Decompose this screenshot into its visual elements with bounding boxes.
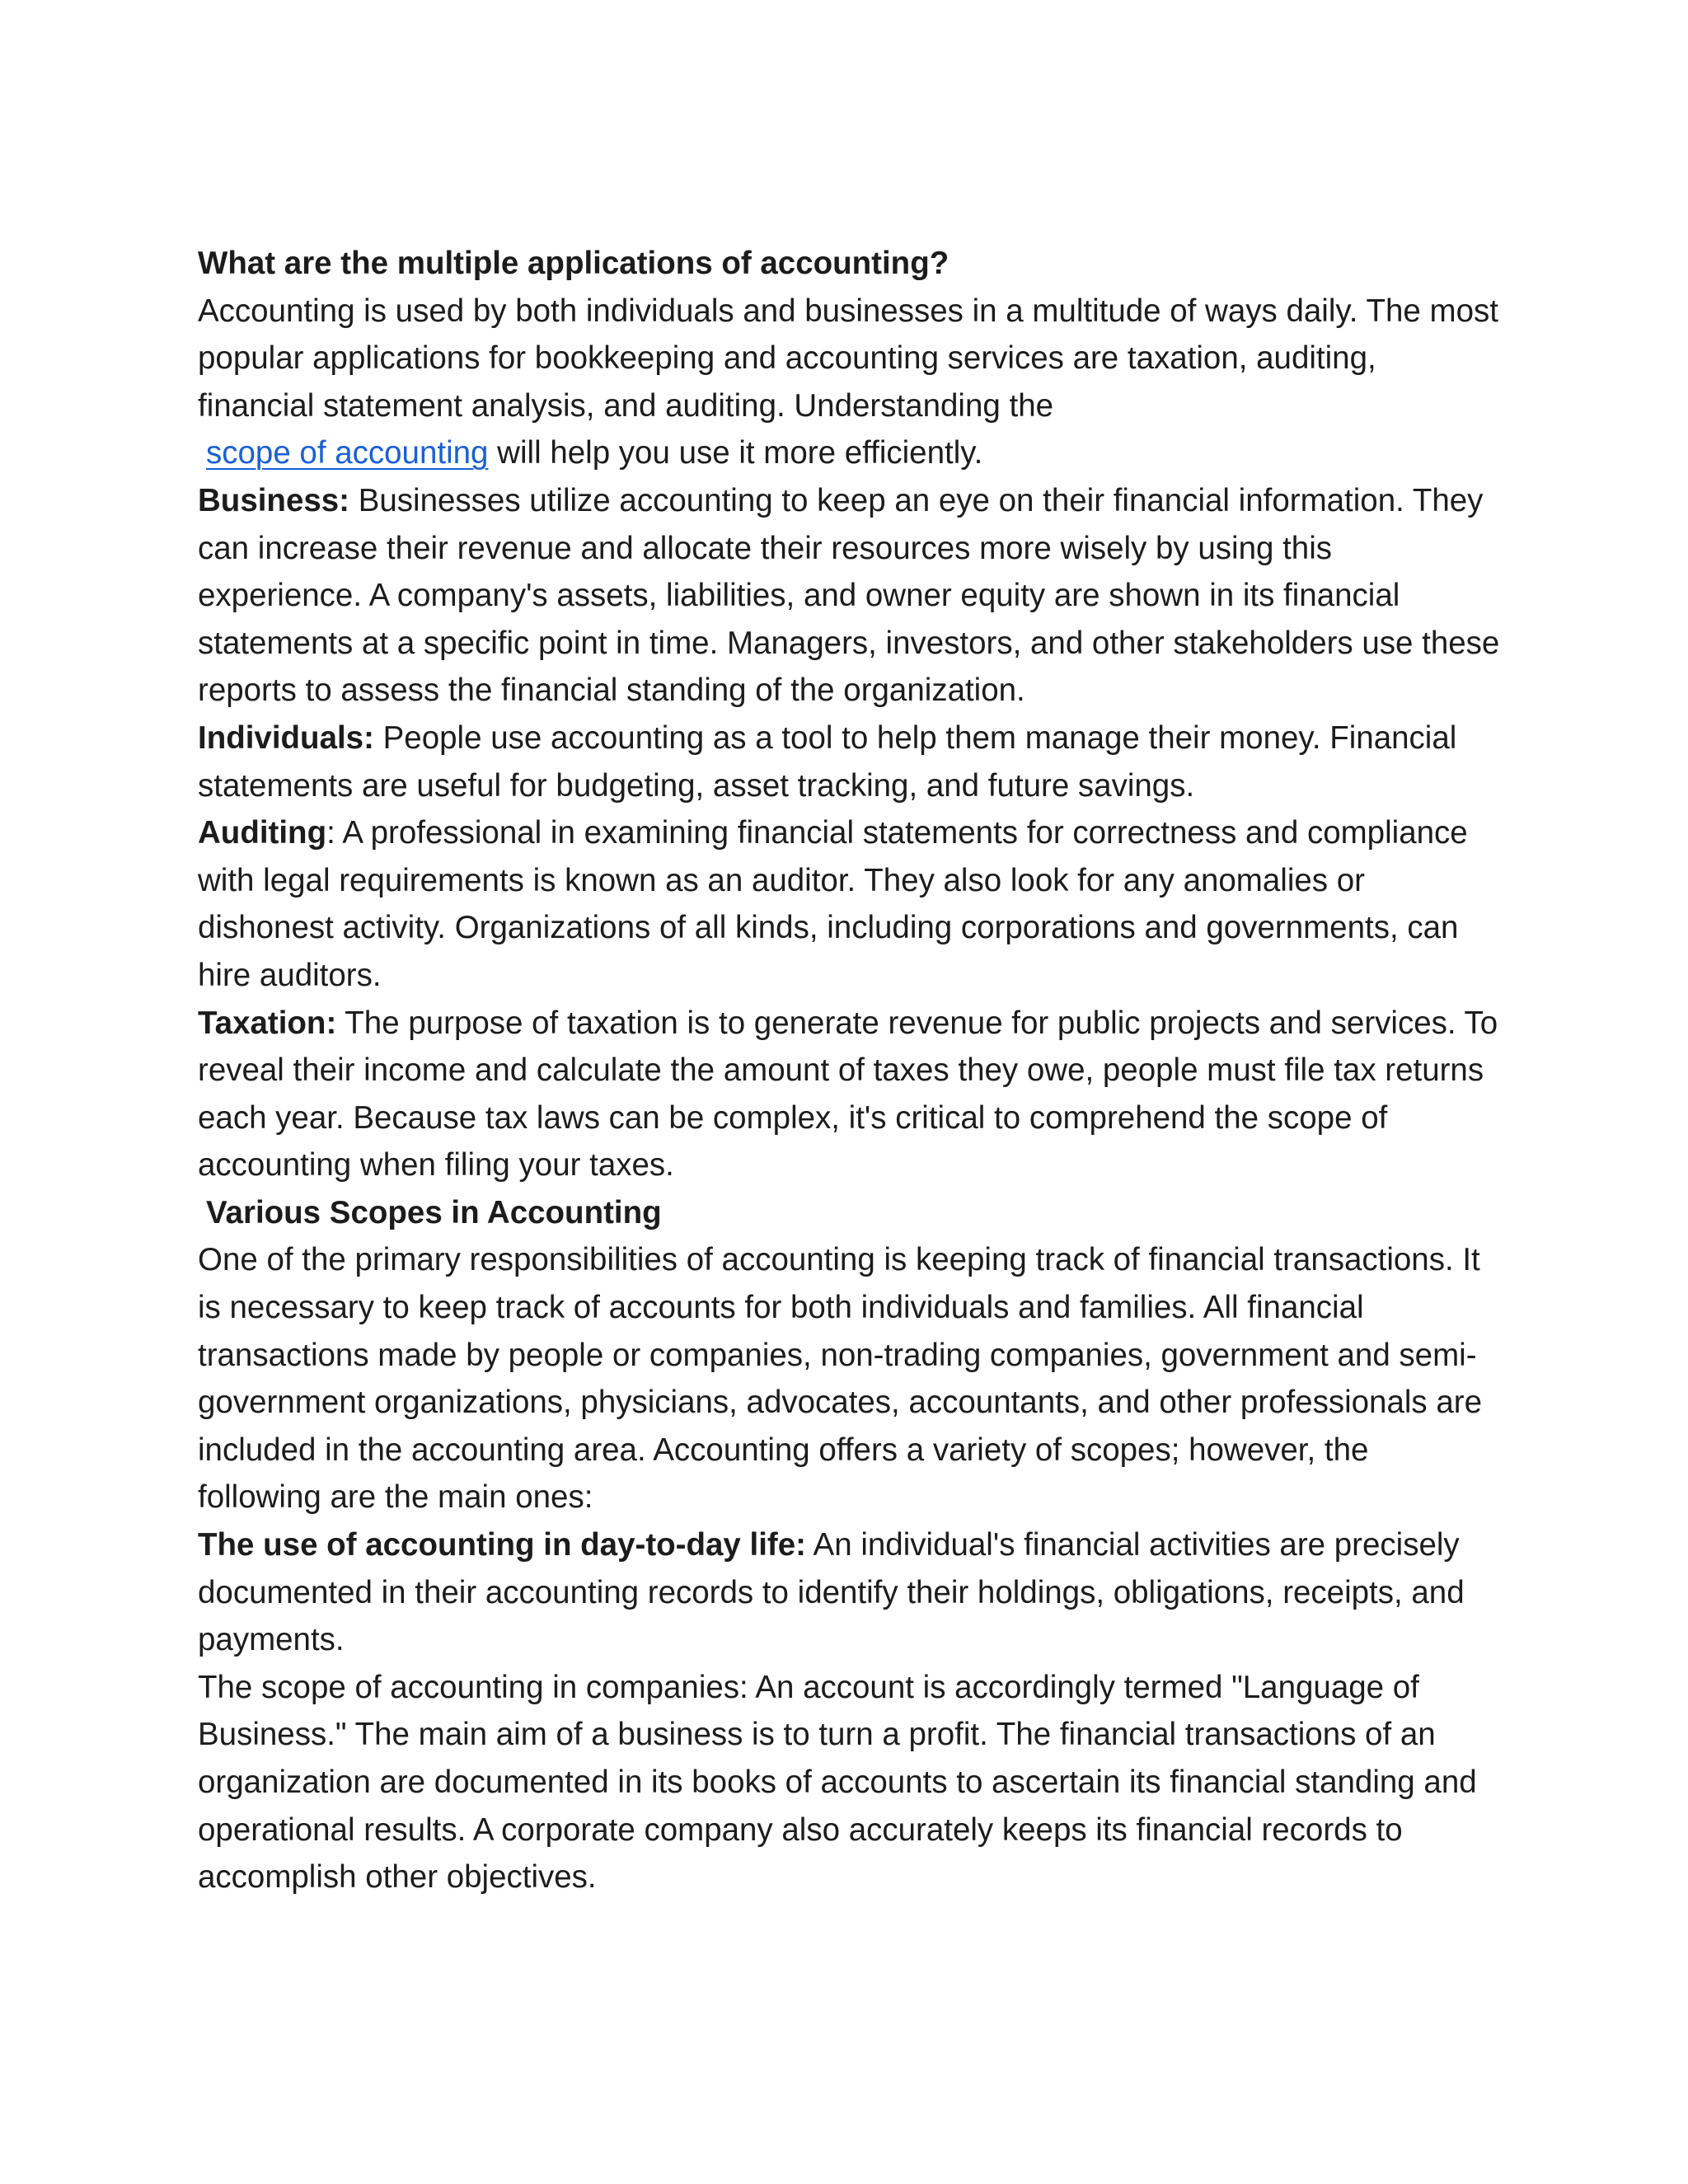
individuals-text: People use accounting as a tool to help them manage their money. Financial statements are useful for budgeting, asset tracking, and future savings. [198,719,1457,804]
day-to-day-text: An individual's financial activities are precisely documented in their accounting records to identify their holdings, obligations, receipts, and payments. [198,1527,1465,1658]
business-term: Business: [198,482,350,518]
taxation-term: Taxation: [198,1005,337,1041]
individuals-paragraph [198,715,1500,809]
taxation-text: The purpose of taxation is to generate revenue for public projects and services. To reveal their income and calculate the amount of taxes they owe, people must file tax returns each year. Because tax laws can be complex, it's critical to comprehend the scope of accounting when filing your taxes. [198,1005,1498,1183]
heading-applications: What are the multiple applications of accounting? [198,246,950,281]
business-text: Businesses utilize accounting to keep an eye on their financial information. They can increase their revenue and allocate their resources more wisely by using this experience. A company's assets, liabilities, and owner equity are shown in its financial statements at a specific point in time. Managers, investors, and other stakeholders use these reports to assess the financial standing of the organization. [198,482,1500,709]
scope-of-accounting-link[interactable]: scope of accounting [206,435,489,471]
individuals-term: Individuals: [198,719,374,756]
taxation-paragraph [198,1000,1500,1189]
heading-scopes: Various Scopes in Accounting [206,1194,662,1230]
companies-paragraph: The scope of accounting in companies: An account is accordingly termed "Language of Business." The main aim of a business is to turn a profit. The financial transactions of an organization are documented in its books of accounts to ascertain its financial standing and operational results. A corporate company also accurately keeps its financial records to accomplish other objectives. [198,1669,1477,1896]
intro-text: Accounting is used by both individuals and businesses in a multitude of ways daily. The most popular applications for bookkeeping and accounting services are taxation, auditing, financial statement analysis, and auditing. Understanding the [198,293,1498,424]
intro-text-after-link: will help you use it more efficiently. [488,435,983,471]
document-body [198,240,1500,1901]
auditing-term: Auditing [198,815,327,851]
intro-paragraph [198,288,1500,477]
auditing-paragraph [198,809,1500,999]
auditing-text: : A professional in examining financial statements for correctness and compliance with legal requirements is known as an auditor. They also look for any anomalies or dishonest activity. Organizations of all kinds, including corporations and governments, can hire auditors. [198,815,1468,993]
day-to-day-term: The use of accounting in day-to-day life: [198,1527,806,1563]
scopes-intro-paragraph: One of the primary responsibilities of accounting is keeping track of financial transactions. It is necessary to keep track of accounts for both individuals and families. All financial transactions made by people or companies, non-trading companies, government and semi-government organizations, physicians, advocates, accountants, and other professionals are included in the accounting area. Accounting offers a variety of scopes; however, the following are the main ones: [198,1242,1483,1516]
day-to-day-paragraph [198,1521,1500,1664]
business-paragraph [198,477,1500,715]
